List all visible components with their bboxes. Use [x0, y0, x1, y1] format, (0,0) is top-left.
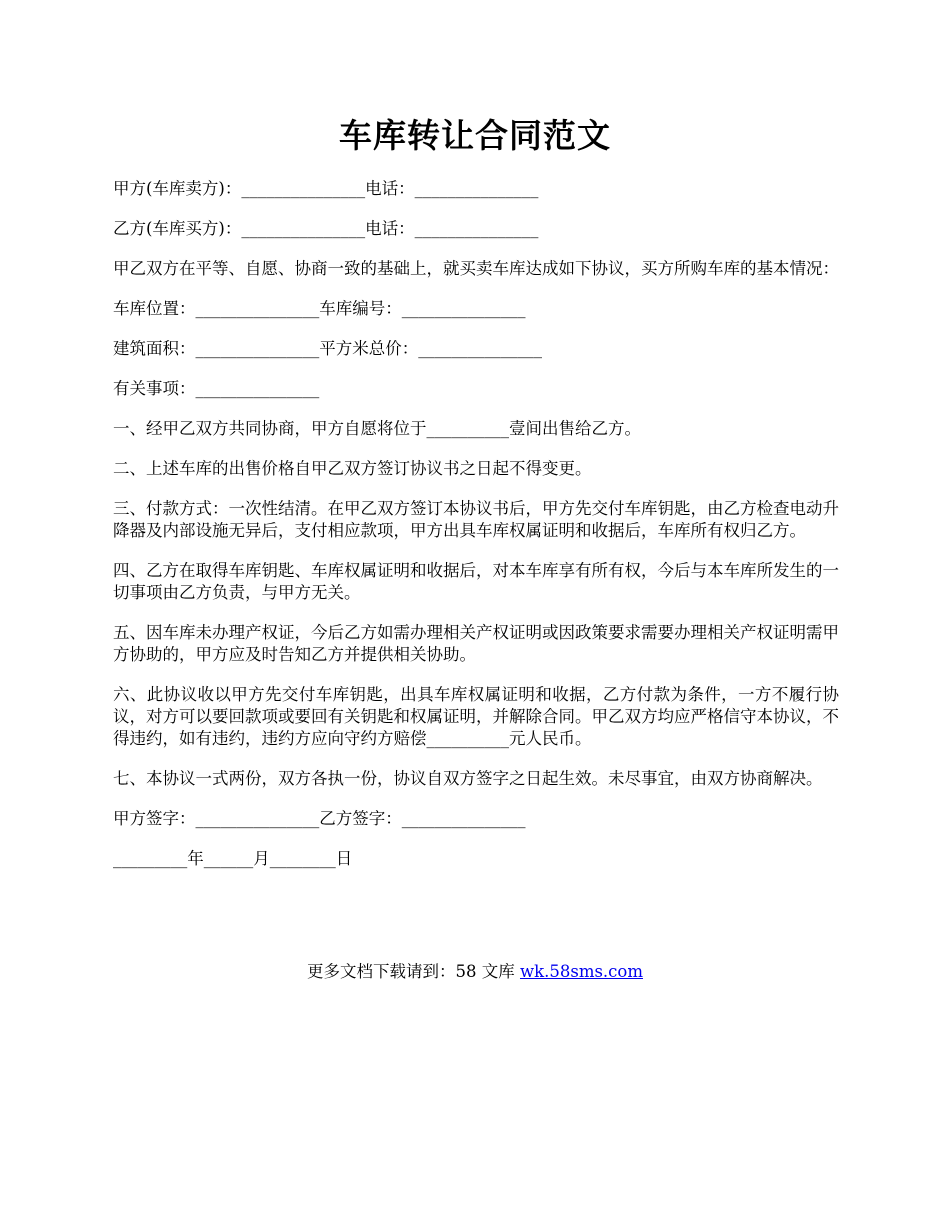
garage-area-line: 建筑面积：_______________平方米总价：_______________	[113, 339, 542, 358]
clause-3: 三、付款方式：一次性结清。在甲乙双方签订本协议书后，甲方先交付车库钥匙，由乙方检查电动升降器及内部设施无异后，支付相应款项，甲方出具车库权属证明和收据后，车库所有权归乙方。	[113, 499, 839, 540]
related-matters-line: 有关事项：_______________	[113, 379, 320, 398]
clause-1: 一、经甲乙双方共同协商，甲方自愿将位于__________壹间出售给乙方。	[113, 419, 641, 438]
signature-line: 甲方签字：_______________乙方签字：_______________	[113, 809, 526, 828]
clause-5: 五、因车库未办理产权证，今后乙方如需办理相关产权证明或因政策要求需要办理相关产权证明需甲方协助的，甲方应及时告知乙方并提供相关协助。	[113, 623, 839, 664]
document-title: 车库转让合同范文	[339, 116, 611, 155]
date-line: _________年______月________日	[113, 849, 353, 868]
party-a-line: 甲方(车库卖方)：_______________电话：_______________	[113, 179, 539, 198]
intro-paragraph: 甲乙双方在平等、自愿、协商一致的基础上，就买卖车库达成如下协议，买方所购车库的基本情况：	[113, 259, 839, 278]
clause-6: 六、此协议收以甲方先交付车库钥匙，出具车库权属证明和收据，乙方付款为条件，一方不履行协议，对方可以要回款项或要回有关钥匙和权属证明，并解除合同。甲乙双方均应严格信守本协议，不得违约，如有违约，违约方应向守约方赔偿__________元人民币。	[113, 685, 839, 748]
party-b-line: 乙方(车库买方)：_______________电话：_______________	[113, 219, 539, 238]
footer-link[interactable]: wk.58sms.com	[519, 962, 643, 981]
document-body	[113, 178, 839, 888]
footer	[0, 961, 950, 983]
clause-4: 四、乙方在取得车库钥匙、车库权属证明和收据后，对本车库享有所有权，今后与本车库所发生的一切事项由乙方负责，与甲方无关。	[113, 561, 839, 602]
clause-2: 二、上述车库的出售价格自甲乙双方签订协议书之日起不得变更。	[113, 459, 592, 478]
footer-text: 更多文档下载请到：58 文库	[306, 962, 520, 981]
clause-7: 七、本协议一式两份，双方各执一份，协议自双方签字之日起生效。未尽事宜，由双方协商解决。	[113, 769, 823, 788]
garage-location-line: 车库位置：_______________车库编号：_______________	[113, 299, 526, 318]
